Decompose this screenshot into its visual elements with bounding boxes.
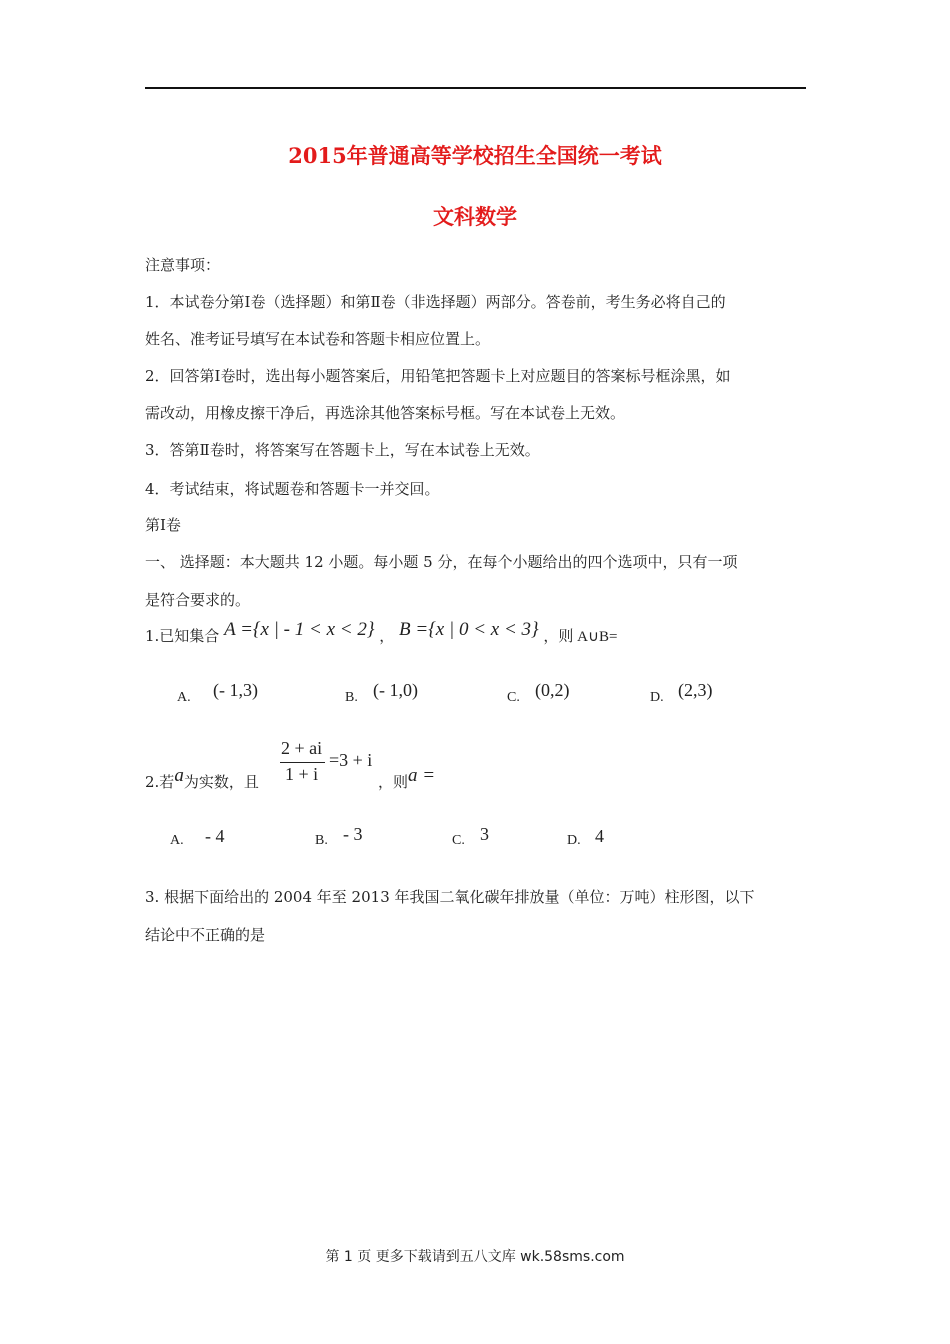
q2-option-b-value: - 3	[343, 824, 363, 844]
q1-option-a-letter: A.	[177, 690, 191, 705]
section-instructions: 一、 选择题：本大题共 12 小题。每小题 5 分，在每个小题给出的四个选项中，只有一项	[145, 553, 738, 571]
q2-option-a-letter: A.	[170, 833, 184, 848]
fraction-bar	[280, 762, 325, 763]
q2-mid: 为实数，且	[183, 773, 259, 791]
notes-line: 姓名、准考证号填写在本试卷和答题卡相应位置上。	[145, 330, 491, 348]
q1-set-a: A ={x | - 1 < x < 2}	[224, 619, 375, 640]
q1-option-c-value: (0,2)	[535, 680, 570, 700]
q1-option-d-value: (2,3)	[678, 680, 713, 700]
q1-set-b: B ={x | 0 < x < 3}	[399, 619, 539, 640]
q1-suffix: ，则 A∪B=	[543, 629, 618, 645]
header-rule	[145, 87, 806, 89]
q2-var: a	[174, 765, 184, 786]
section-instructions: 是符合要求的。	[145, 591, 251, 609]
q2-prefix-text	[145, 765, 259, 792]
q2-denominator: 1 + i	[285, 764, 319, 784]
q2-answer-var: a =	[408, 765, 436, 786]
notes-heading: 注意事项：	[145, 256, 221, 274]
q2-option-a-value: - 4	[205, 826, 225, 846]
question-3-line: 结论中不正确的是	[145, 926, 266, 944]
q1-option-c-letter: C.	[507, 690, 520, 705]
q2-numerator: 2 + ai	[281, 738, 323, 758]
q2-suffix-text	[378, 765, 436, 792]
question-1	[145, 619, 618, 651]
q2-option-d-value: 4	[595, 826, 604, 846]
q1-option-a-value: (- 1,3)	[213, 680, 258, 700]
notes-line: 需改动，用橡皮擦干净后，再选涂其他答案标号框。写在本试卷上无效。	[145, 404, 626, 422]
exam-subtitle: 文科数学	[433, 204, 517, 229]
notes-line: 1．本试卷分第Ⅰ卷（选择题）和第Ⅱ卷（非选择题）两部分。答卷前，考生务必将自己的	[145, 293, 726, 311]
exam-title: 2015年普通高等学校招生全国统一考试	[288, 143, 662, 168]
q1-option-b-letter: B.	[345, 690, 358, 705]
q1-option-d-letter: D.	[650, 690, 664, 705]
q2-suffix: ，则	[378, 773, 409, 791]
q2-option-d-letter: D.	[567, 833, 581, 848]
section-label: 第Ⅰ卷	[145, 516, 181, 534]
q2-equation	[277, 738, 377, 786]
q2-prefix: 2.若	[145, 773, 175, 791]
page-footer: 第 1 页 更多下载请到五八文库 wk.58sms.com	[325, 1249, 625, 1265]
q2-rhs: =3 + i	[329, 750, 373, 770]
notes-line: 2．回答第Ⅰ卷时，选出每小题答案后，用铅笔把答题卡上对应题目的答案标号框涂黑，如	[145, 367, 731, 385]
q1-prefix: 1.已知集合	[145, 627, 220, 645]
q2-option-c-value: 3	[480, 824, 489, 844]
q1-separator: ，	[379, 627, 395, 645]
notes-line: 3．答第Ⅱ卷时，将答案写在答题卡上，写在本试卷上无效。	[145, 441, 540, 459]
q1-option-b-value: (- 1,0)	[373, 680, 418, 700]
question-3-line: 3. 根据下面给出的 2004 年至 2013 年我国二氧化碳年排放量（单位：万吨）柱形图，以下	[145, 888, 755, 906]
q2-option-b-letter: B.	[315, 833, 328, 848]
q2-option-c-letter: C.	[452, 833, 465, 848]
notes-line: 4．考试结束，将试题卷和答题卡一并交回。	[145, 480, 440, 498]
